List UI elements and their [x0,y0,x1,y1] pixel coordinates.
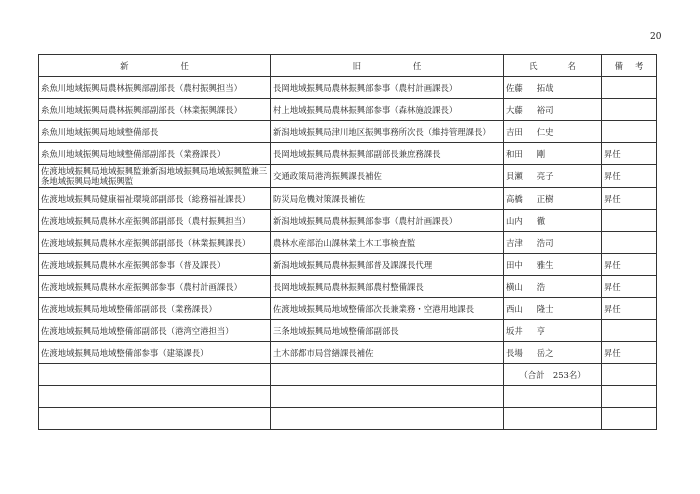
surname: 吉田 [506,126,523,137]
surname: 大藤 [506,104,523,115]
old-position: 農林水産部治山課林業土木工事検査監 [271,232,504,254]
note [602,320,657,342]
old-position: 土木部都市局営繕課長補佐 [271,342,504,364]
person-name [504,232,602,254]
table-row [39,77,657,99]
new-position: 佐渡地域振興局農林水産振興部副部長（農村振興担当） [39,210,271,232]
surname: 坂井 [506,325,523,336]
old-position: 新潟地域振興局津川地区振興事務所次長（維持管理課長） [271,121,504,143]
given-name: 拓哉 [536,82,554,93]
new-position: 佐渡地域振興局農林水産振興部副部長（林業振興課長） [39,232,271,254]
header-row [39,55,657,77]
personnel-table [38,54,657,430]
table-row [39,165,657,188]
empty-row [39,386,657,408]
old-position: 三条地域振興局地域整備部副部長 [271,320,504,342]
note [602,121,657,143]
person-name [504,165,602,188]
header-old: 旧 任 [271,55,504,77]
table-row [39,210,657,232]
old-position: 新潟地域振興局農林振興部参事（農村計画課長） [271,210,504,232]
person-name [504,143,602,165]
given-name: 浩司 [536,237,554,248]
old-position: 交通政策局港湾振興課長補佐 [271,165,504,188]
table-row [39,143,657,165]
person-name [504,121,602,143]
header-name: 氏 名 [504,55,602,77]
new-position: 佐渡地域振興局地域整備部副部長（業務課長） [39,298,271,320]
surname: 佐藤 [506,82,523,93]
table-row [39,232,657,254]
given-name: 徹 [536,215,546,226]
person-name [504,188,602,210]
surname: 和田 [506,148,523,159]
new-position: 糸魚川地域振興局農林振興部副部長（林業振興課長） [39,99,271,121]
person-name [504,276,602,298]
new-position: 佐渡地域振興局健康福祉環境部副部長（総務福祉課長） [39,188,271,210]
page-number: 20 [650,32,662,42]
surname: 長場 [506,347,523,358]
old-position: 村上地域振興局農林振興部参事（森林施設課長） [271,99,504,121]
given-name: 正樹 [536,193,554,204]
given-name: 裕司 [536,104,554,115]
table-row [39,342,657,364]
new-position: 糸魚川地域振興局地域整備部副部長（業務課長） [39,143,271,165]
person-name [504,320,602,342]
given-name: 剛 [536,148,546,159]
given-name: 亨 [536,325,546,336]
new-position: 佐渡地域振興局農林水産振興部参事（普及課長） [39,254,271,276]
surname: 吉津 [506,237,523,248]
new-position: 佐渡地域振興局農林水産振興部参事（農村計画課長） [39,276,271,298]
new-position: 佐渡地域振興局地域振興監兼新潟地域振興局地域振興監兼三条地域振興局地域振興監 [39,165,271,188]
surname: 山内 [506,215,523,226]
old-position: 佐渡地域振興局地域整備部次長兼業務・空港用地課長 [271,298,504,320]
person-name [504,99,602,121]
note: 昇任 [602,298,657,320]
new-position: 佐渡地域振興局地域整備部参事（建築課長） [39,342,271,364]
note: 昇任 [602,165,657,188]
given-name: 浩 [536,281,546,292]
new-position: 佐渡地域振興局地域整備部副部長（港湾空港担当） [39,320,271,342]
old-position: 防災局危機対策課長補佐 [271,188,504,210]
table-row [39,276,657,298]
old-position: 新潟地域振興局農林振興部普及課課長代理 [271,254,504,276]
person-name [504,254,602,276]
note [602,210,657,232]
given-name: 雅生 [536,259,554,270]
table-row [39,254,657,276]
note: 昇任 [602,342,657,364]
note [602,232,657,254]
note: 昇任 [602,143,657,165]
given-name: 亮子 [536,171,554,181]
table-row [39,298,657,320]
header-new: 新 任 [39,55,271,77]
note [602,99,657,121]
total-row [39,364,657,386]
note: 昇任 [602,188,657,210]
old-position: 長岡地域振興局農林振興部参事（農村計画課長） [271,77,504,99]
note [602,77,657,99]
surname: 田中 [506,259,523,270]
surname: 横山 [506,281,523,292]
person-name [504,210,602,232]
person-name [504,342,602,364]
table-row [39,121,657,143]
person-name [504,298,602,320]
given-name: 岳之 [536,347,554,358]
header-note: 備 考 [602,55,657,77]
table-row [39,320,657,342]
table-row [39,188,657,210]
note: 昇任 [602,276,657,298]
old-position: 長岡地域振興局農林振興部副部長兼庶務課長 [271,143,504,165]
new-position: 糸魚川地域振興局地域整備部長 [39,121,271,143]
surname: 西山 [506,303,523,314]
surname: 高橋 [506,193,523,204]
new-position: 糸魚川地域振興局農林振興部副部長（農村振興担当） [39,77,271,99]
given-name: 仁史 [536,126,554,137]
total-count: （合計 253名） [504,364,602,386]
person-name [504,77,602,99]
old-position: 長岡地域振興局農林振興部農村整備課長 [271,276,504,298]
note: 昇任 [602,254,657,276]
given-name: 隆士 [536,303,554,314]
table-row [39,99,657,121]
empty-row [39,408,657,430]
surname: 貝瀬 [506,171,523,181]
